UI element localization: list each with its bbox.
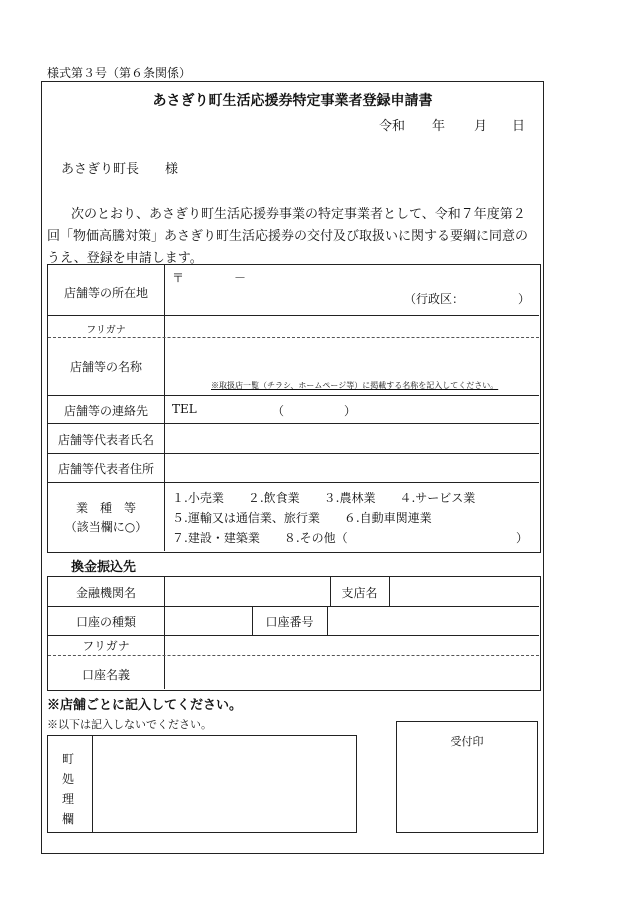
date-month: 月 — [474, 119, 488, 134]
industry-options-row-1: １.小売業 ２.飲食業 ３.農林業 ４.サービス業 — [172, 491, 476, 505]
reception-stamp-box — [396, 721, 538, 833]
page-title: あさぎり町生活応援券特定事業者登録申請書 — [152, 93, 433, 109]
industry-options-row-3: ７.建設・建築業 ８.その他（ — [172, 531, 348, 545]
bank-section-title: 換金振込先 — [71, 560, 137, 575]
tel-area-code-paren: （ ） — [272, 404, 357, 418]
addressee — [61, 158, 178, 177]
store-furigana-label: フリガナ — [86, 325, 126, 336]
form-number: 様式第３号（第６条関係） — [47, 66, 192, 80]
do-not-fill-note: ※以下は記入しないでください。 — [47, 718, 212, 731]
address-label: 店舗等の所在地 — [63, 286, 148, 300]
statement-line-1: 次のとおり、あさぎり町生活応援券事業の特定事業者として、令和７年度第２ — [71, 207, 526, 222]
reception-stamp-label: 受付印 — [450, 735, 484, 748]
office-char-1: 町 — [62, 752, 75, 766]
account-number-label: 口座番号 — [265, 615, 314, 629]
tel-label: TEL — [172, 402, 197, 416]
store-name-label: 店舗等の名称 — [69, 360, 142, 374]
industry-label: 業 種 等 — [75, 501, 136, 515]
industry-options-row-2: ５.運輸又は通信業、旅行業 ６.自動車関連業 — [172, 511, 432, 525]
store-name-note: ※取扱店一覧（チラシ、ホームページ等）に掲載する名称を記入してください。 — [211, 381, 499, 390]
institution-label: 金融機関名 — [75, 586, 136, 600]
label-column-divider — [164, 265, 165, 551]
office-char-3: 理 — [62, 792, 75, 806]
account-holder-label: 口座名義 — [81, 668, 130, 682]
date-day: 日 — [512, 119, 526, 134]
office-processing-box — [47, 735, 357, 833]
addressee-name: あさぎり町長 — [61, 162, 140, 177]
industry-sublabel: （該当欄に○） — [64, 520, 148, 534]
date-year: 年 — [432, 119, 446, 134]
representative-address-label: 店舗等代表者住所 — [57, 462, 154, 476]
postal-dash: － — [234, 271, 247, 285]
date-era: 令和 — [379, 119, 406, 134]
bank-info-table — [47, 576, 541, 691]
statement-line-3: うえ、登録を申請します。 — [47, 251, 203, 266]
store-info-table — [47, 264, 541, 553]
branch-label: 支店名 — [341, 586, 378, 600]
per-store-note: ※店舗ごとに記入してください。 — [47, 698, 243, 713]
representative-name-label: 店舗等代表者氏名 — [57, 433, 154, 447]
office-char-4: 欄 — [62, 812, 75, 826]
contact-label: 店舗等の連絡先 — [63, 404, 148, 418]
postal-mark: 〒 — [172, 271, 185, 285]
statement-line-2: 回「物価高騰対策」あさぎり町生活応援券の交付及び取扱いに関する要綱に同意の — [47, 229, 529, 244]
account-furigana-label: フリガナ — [82, 639, 130, 653]
account-type-label: 口座の種類 — [75, 615, 136, 629]
district-field: （行政区： ） — [404, 292, 531, 306]
office-char-2: 処 — [62, 772, 75, 786]
addressee-honorific: 様 — [165, 162, 179, 177]
industry-other-close: ） — [516, 531, 529, 545]
application-statement — [47, 204, 542, 270]
